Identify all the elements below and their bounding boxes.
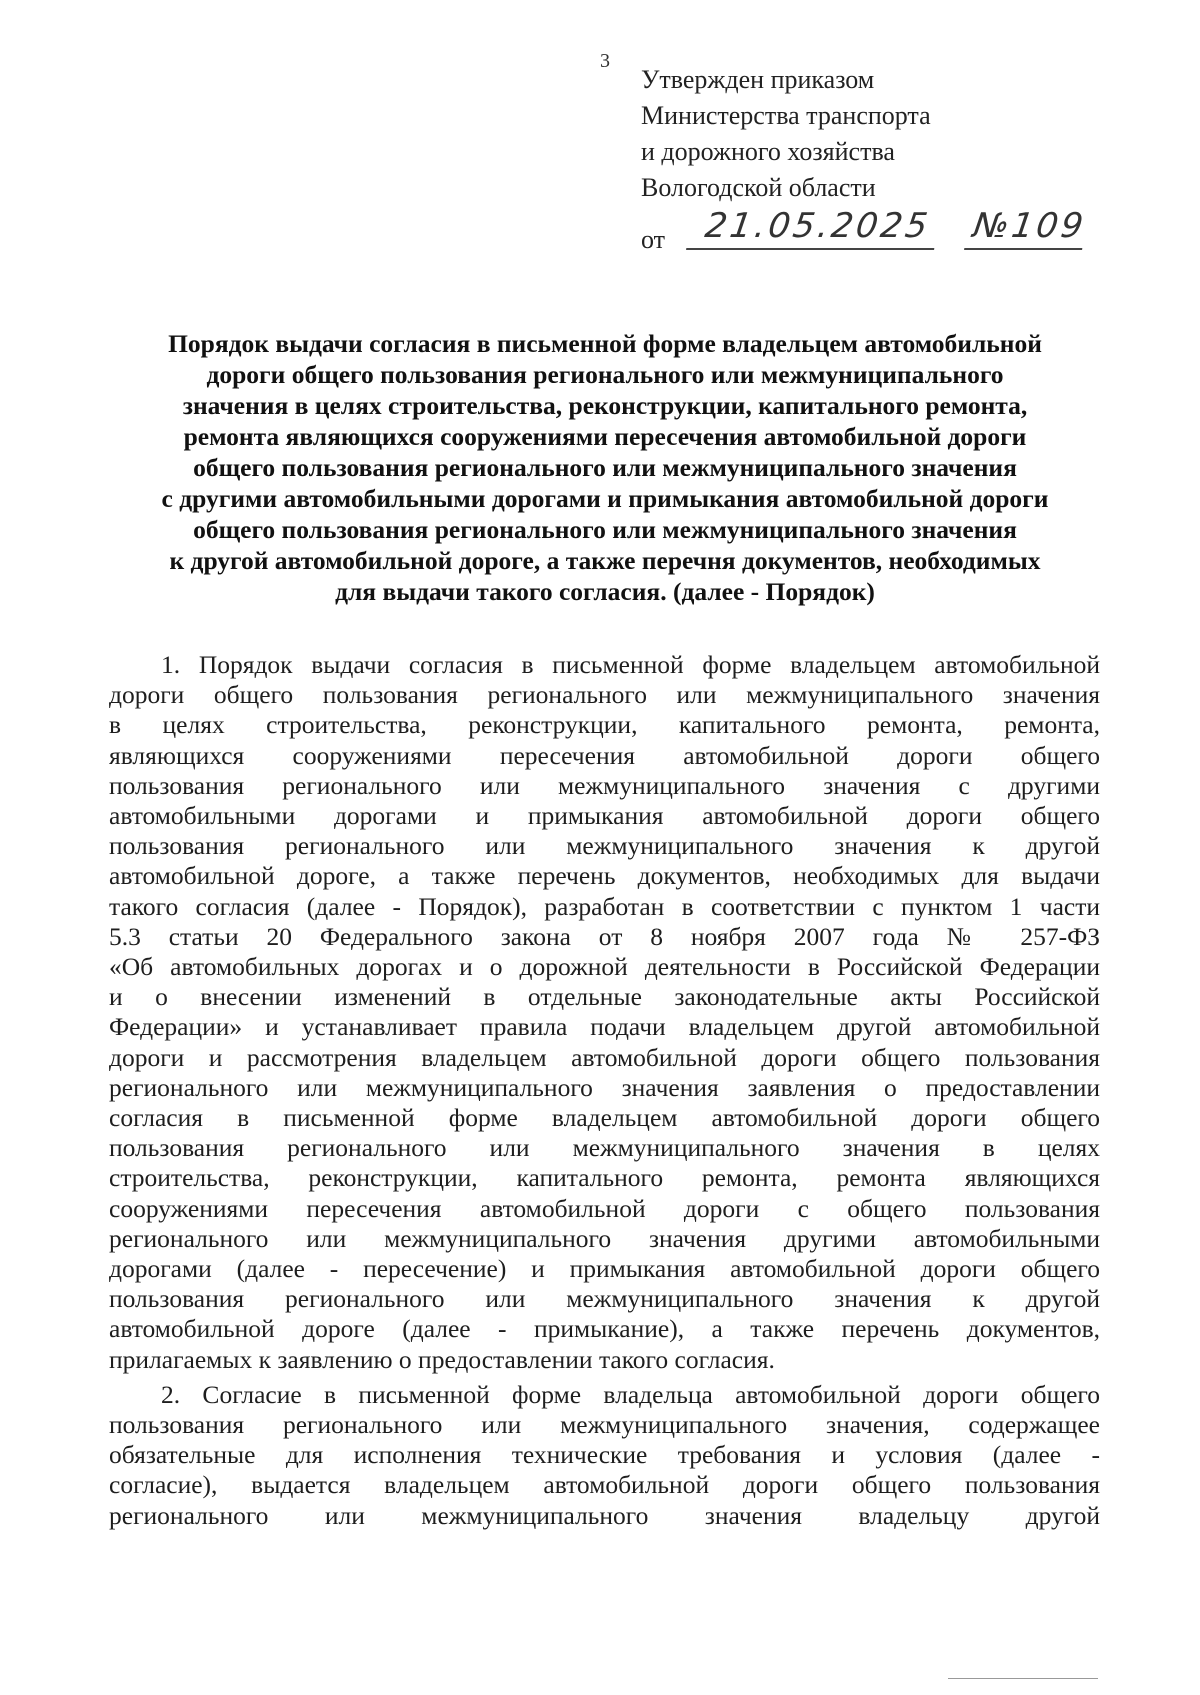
footer-rule: [948, 1678, 1098, 1679]
title-line: общего пользования регионального или межмуниципального значения: [193, 515, 1017, 544]
title-line: дороги общего пользования регионального или межмуниципального: [206, 360, 1004, 389]
body-line: регионального или межмуниципального значения другими автомобильными: [109, 1223, 1100, 1253]
body-line: автомобильными дорогами и примыкания автомобильной дороги общего: [109, 801, 1100, 831]
body-line: пользования регионального или межмуниципального значения к другой: [109, 1284, 1100, 1314]
approval-line: Утвержден приказом: [641, 65, 875, 94]
body-line: автомобильной дороге (далее - примыкание), а также перечень документов,: [109, 1314, 1100, 1344]
from-label: от: [641, 225, 666, 254]
body-line: Федерации» и устанавливает правила подачи владельцем другой автомобильной: [109, 1012, 1100, 1042]
approval-line: Вологодской области: [641, 173, 876, 202]
body-line: автомобильной дороге, а также перечень документов, необходимых для выдачи: [109, 861, 1100, 891]
body-line: прилагаемых к заявлению о предоставлении такого согласия.: [109, 1344, 775, 1374]
body-line: согласие), выдается владельцем автомобильной дороги общего пользования: [109, 1470, 1100, 1500]
document-body: [109, 650, 1100, 1536]
body-line: строительства, реконструкции, капитального ремонта, ремонта являющихся: [109, 1163, 1100, 1193]
document-title: [110, 328, 1100, 607]
approval-line: Министерства транспорта: [641, 101, 931, 130]
title-line: к другой автомобильной дороге, а также перечня документов, необходимых: [169, 546, 1041, 575]
body-line: и о внесении изменений в отдельные законодательные акты Российской: [109, 982, 1100, 1012]
body-line: регионального или межмуниципального значения заявления о предоставлении: [109, 1072, 1100, 1102]
paragraph-1: [109, 650, 1100, 1375]
title-line: для выдачи такого согласия. (далее - Порядок): [335, 577, 875, 606]
body-line: являющихся сооружениями пересечения автомобильной дороги общего: [109, 740, 1100, 770]
body-line: «Об автомобильных дорогах и о дорожной деятельности в Российской Федерации: [109, 952, 1100, 982]
body-line: такого согласия (далее - Порядок), разработан в соответствии с пунктом 1 части: [109, 891, 1100, 921]
approval-date-row: [641, 206, 1089, 254]
body-line: согласия в письменной форме владельцем автомобильной дороги общего: [109, 1103, 1100, 1133]
title-line: общего пользования регионального или межмуниципального значения: [193, 453, 1017, 482]
title-line: ремонта являющихся сооружениями пересечения автомобильной дороги: [183, 422, 1027, 451]
body-line: пользования регионального или межмуниципального значения к другой: [109, 831, 1100, 861]
body-line: регионального или межмуниципального значения владельцу другой: [109, 1500, 1100, 1530]
approval-block: [641, 62, 1089, 254]
body-line: 5.3 статьи 20 Федерального закона от 8 ноября 2007 года № 257-ФЗ: [109, 921, 1100, 951]
title-line: значения в целях строительства, реконструкции, капитального ремонта,: [182, 391, 1028, 420]
body-line: 1. Порядок выдачи согласия в письменной форме владельцем автомобильной: [161, 650, 1100, 679]
body-line: дорогами (далее - пересечение) и примыкания автомобильной дороги общего: [109, 1254, 1100, 1284]
body-line: 2. Согласие в письменной форме владельца автомобильной дороги общего: [161, 1379, 1100, 1409]
handwritten-date: 21.05.2025: [686, 208, 940, 250]
body-line: сооружениями пересечения автомобильной дороги с общего пользования: [109, 1193, 1100, 1223]
body-line: дороги общего пользования регионального или межмуниципального значения: [109, 680, 1100, 710]
body-line: в целях строительства, реконструкции, капитального ремонта, ремонта,: [109, 710, 1100, 740]
paragraph-2: [109, 1380, 1100, 1531]
handwritten-order-number: №109: [964, 208, 1088, 250]
body-line: дороги и рассмотрения владельцем автомобильной дороги общего пользования: [109, 1042, 1100, 1072]
body-line: пользования регионального или межмуниципального значения, содержащее: [109, 1410, 1100, 1440]
approval-line: и дорожного хозяйства: [641, 137, 895, 166]
title-line: с другими автомобильными дорогами и примыкания автомобильной дороги: [161, 484, 1049, 513]
body-line: пользования регионального или межмуниципального значения с другими: [109, 770, 1100, 800]
body-line: обязательные для исполнения технические требования и условия (далее -: [109, 1440, 1100, 1470]
page-number: 3: [600, 50, 610, 72]
title-line: Порядок выдачи согласия в письменной форме владельцем автомобильной: [168, 329, 1042, 358]
body-line: пользования регионального или межмуниципального значения в целях: [109, 1133, 1100, 1163]
